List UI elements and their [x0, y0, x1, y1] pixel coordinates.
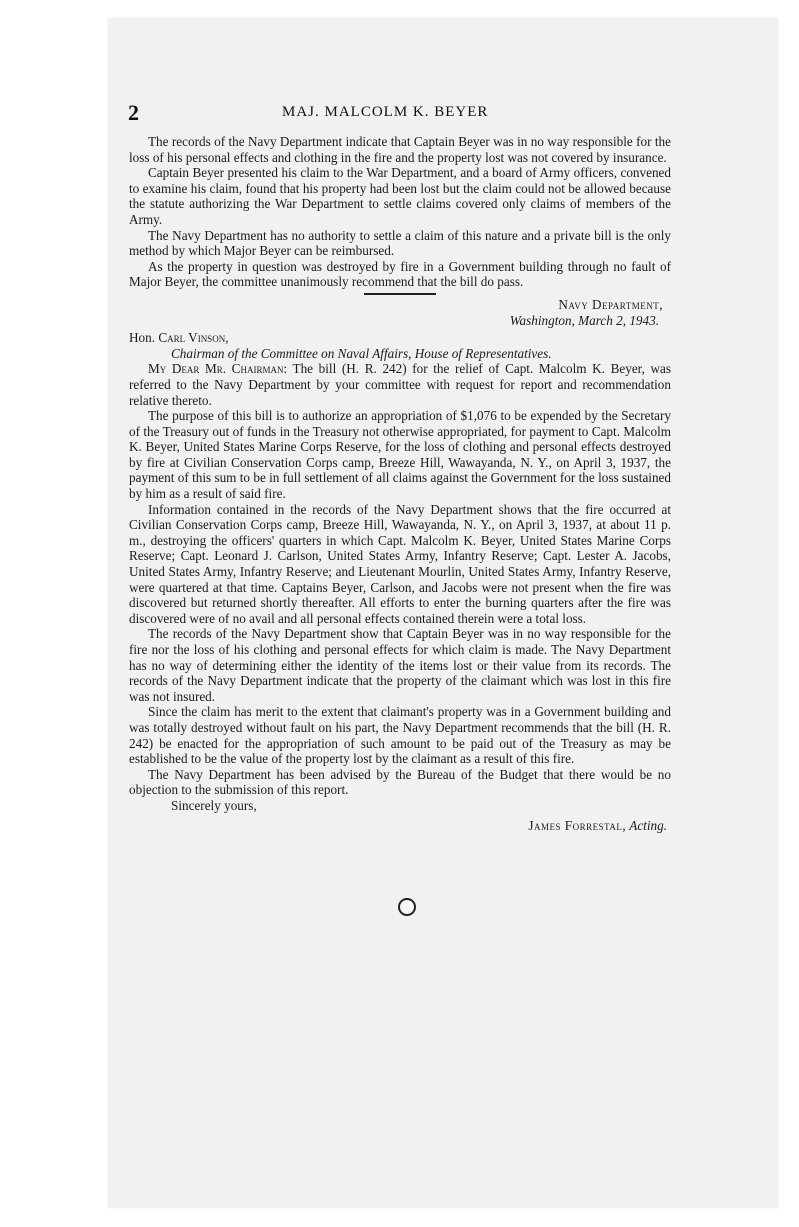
report-paragraph-3: The Navy Department has no authority to settle a claim of this nature and a private bill is the only method by which Major Beyer can be reimbursed. [129, 227, 671, 259]
letter-paragraph-3: The records of the Navy Department show that Captain Beyer was in no way responsible for the fire nor the loss of his clothing and personal effects for which claim is made. The Navy Department has no way of determining either the identity of the items lost or their value from its records. The records of the Navy Department indicate that the property of the claimant which was lost in this fire was not insured. [129, 626, 671, 704]
signer-name: James Forrestal, [528, 817, 627, 833]
department-name: Navy Department, [558, 296, 663, 312]
letter-opening [129, 361, 671, 408]
complimentary-close: Sincerely yours, [171, 797, 257, 813]
report-body [129, 134, 671, 833]
inside-address [129, 330, 671, 361]
signature-block [129, 818, 671, 834]
page-number: 2 [128, 100, 139, 125]
section-divider [364, 293, 436, 295]
report-paragraph-1: The records of the Navy Department indicate that Captain Beyer was in no way responsible for the loss of his personal effects and clothing in the fire and the property lost was not covered by insurance. [129, 134, 671, 165]
signer-role: Acting. [626, 817, 667, 833]
report-paragraph-2: Captain Beyer presented his claim to the War Department, and a board of Army officers, convened to examine his claim, found that his property had been lost but the claim could not be allowed because the statute authorizing the War Department to settle claims covered only claims of members of the Army. [129, 165, 671, 227]
letter-paragraph-2: Information contained in the records of the Navy Department shows that the fire occurred at Civilian Conservation Corps camp, Breeze Hill, Wawayanda, N. Y., on April 3, 1937, at about 11 p. m., destroying the officers' quarters in which Capt. Malcolm K. Beyer, United States Marine Corps Reserve; Capt. Leonard J. Carlson, United States Army, Infantry Reserve; Capt. Lester A. Jacobs, United States Army, Infantry Reserve; and Lieutenant Mourlin, United States Army, Infantry Reserve, were quartered at that time. Captains Beyer, Carlson, and Jacobs were not present when the fire was discovered but returned shortly thereafter. All efforts to enter the burning quarters after the fire was discovered were of no avail and all personal effects contained therein were a total loss. [129, 501, 671, 626]
dateline: Washington, March 2, 1943. [509, 312, 659, 328]
letter-paragraph-5: The Navy Department has been advised by the Bureau of the Budget that there would be no objection to the submission of this report. [129, 766, 671, 798]
letter-opening-text: The bill (H. R. 242) for the relief of Capt. Malcolm K. Beyer, was referred to the Navy Department by your committee with request for report and recommendation relative thereto. [129, 361, 671, 408]
running-title: MAJ. MALCOLM K. BEYER [282, 104, 489, 120]
letter-paragraph-1: The purpose of this bill is to authorize an appropriation of $1,076 to be expended by the Secretary of the Treasury out of funds in the Treasury not otherwise appropriated, for payment to Capt. Malcolm K. Beyer, United States Marine Corps Reserve, for the loss of clothing and personal effects destroyed by fire at Civilian Conservation Corps camp, Breeze Hill, Wawayanda, N. Y., on April 3, 1937, the payment of this sum to be in full settlement of all claims against the Government for the loss sustained by him as a result of said fire. [129, 408, 671, 502]
addressee-title: Chairman of the Committee on Naval Affairs, House of Representatives. [171, 345, 552, 361]
addressee-prefix: Hon. [129, 330, 159, 346]
punch-hole-mark [398, 898, 416, 916]
letter-paragraph-4: Since the claim has merit to the extent that claimant's property was in a Government building and was totally destroyed without fault on his part, the Navy Department recommends that the bill (H. R. 242) be enacted for the appropriation of such amount to be paid out of the Treasury as may be established to be the value of the property lost by the claimant as a result of this fire. [129, 704, 671, 767]
letterhead [129, 297, 671, 328]
report-paragraph-4: As the property in question was destroyed by fire in a Government building through no fault of Major Beyer, the committee unanimously recommend that the bill do pass. [129, 258, 671, 290]
salutation: My Dear Mr. Chairman: [148, 361, 288, 377]
addressee-name: Carl Vinson, [158, 330, 229, 346]
page-header [122, 100, 678, 126]
